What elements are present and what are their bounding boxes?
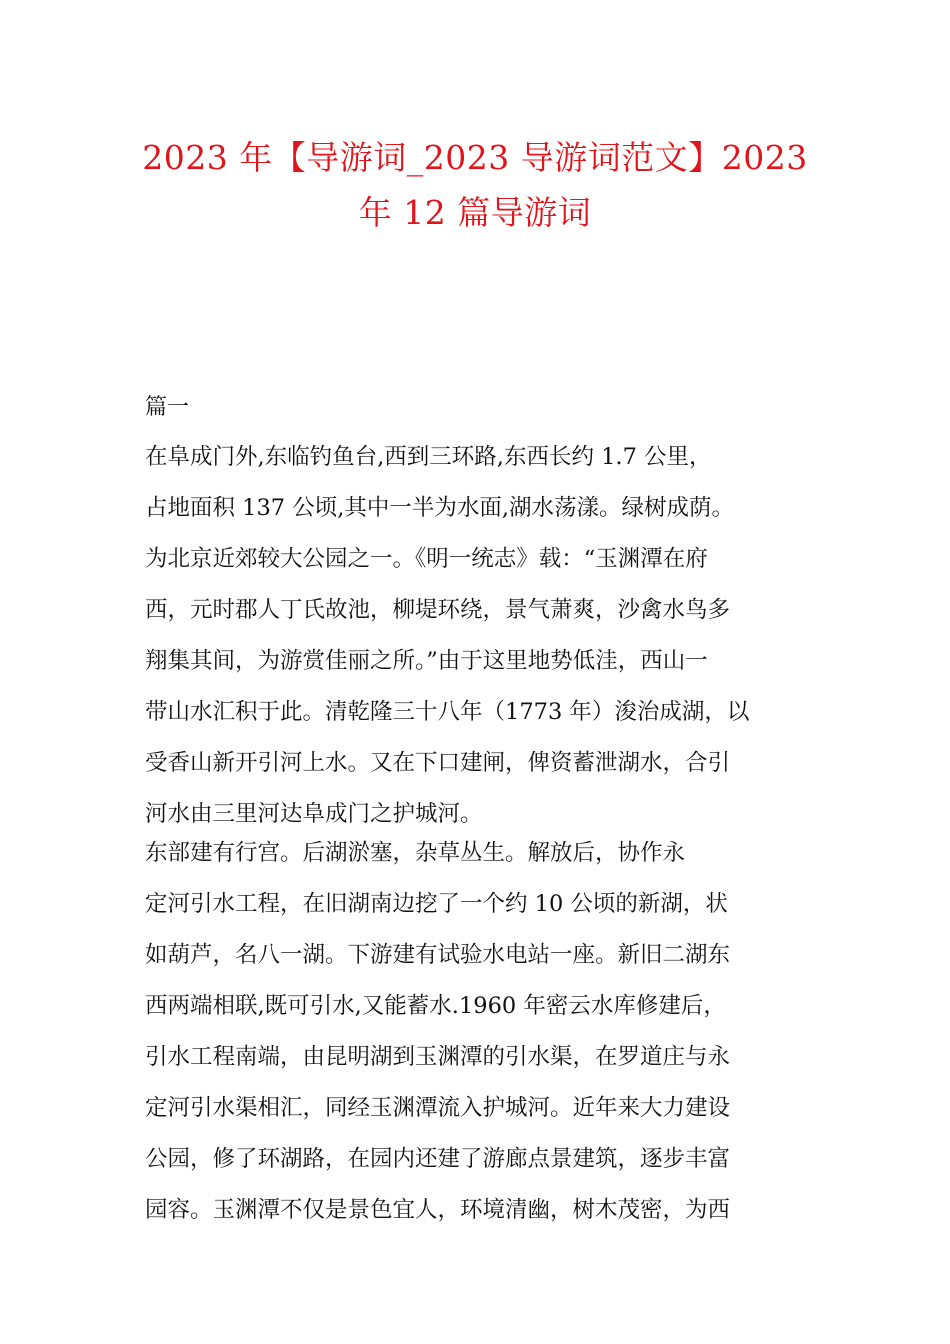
paragraph-line: 定河引水工程，在旧湖南边挖了一个约 10 公顷的新湖，状 xyxy=(145,891,728,917)
title-line-2: 年 12 篇导游词 xyxy=(358,193,592,232)
paragraph-line: 如葫芦，名八一湖。下游建有试验水电站一座。新旧二湖东 xyxy=(145,942,731,968)
paragraph-line: 公园，修了环湖路，在园内还建了游廊点景建筑，逐步丰富 xyxy=(145,1146,731,1172)
paragraph-line: 带山水汇积于此。清乾隆三十八年（1773 年）浚治成湖，以 xyxy=(145,699,750,725)
section-label: 篇一 xyxy=(145,395,190,420)
paragraph-line: 在阜成门外,东临钓鱼台,西到三环路,东西长约 1.7 公里， xyxy=(145,444,712,470)
paragraph-line: 西两端相联,既可引水,又能蓄水.1960 年密云水库修建后， xyxy=(145,993,726,1019)
title-line-1: 2023 年【导游词_2023 导游词范文】2023 xyxy=(142,138,808,177)
paragraph-line: 东部建有行宫。后湖淤塞，杂草丛生。解放后，协作永 xyxy=(145,840,686,866)
paragraph-line: 翔集其间，为游赏佳丽之所。”由于这里地势低洼，西山一 xyxy=(145,648,708,674)
paragraph-line: 占地面积 137 公顷,其中一半为水面,湖水荡漾。绿树成荫。 xyxy=(145,495,735,521)
paragraph-2 xyxy=(145,828,825,1236)
paragraph-line: 受香山新开引河上水。又在下口建闸，俾资蓄泄湖水，合引 xyxy=(145,750,731,776)
paragraph-1 xyxy=(145,432,825,840)
document-title xyxy=(120,130,830,240)
paragraph-line: 园容。玉渊潭不仅是景色宜人，环境清幽，树木茂密，为西 xyxy=(145,1197,731,1223)
paragraph-line: 河水由三里河达阜成门之护城河。 xyxy=(145,801,483,827)
paragraph-line: 西，元时郡人丁氏故池，柳堤环绕，景气萧爽，沙禽水鸟多 xyxy=(145,597,731,623)
paragraph-line: 为北京近郊较大公园之一。《明一统志》载：“玉渊潭在府 xyxy=(145,546,708,572)
paragraph-line: 引水工程南端，由昆明湖到玉渊潭的引水渠，在罗道庄与永 xyxy=(145,1044,731,1070)
paragraph-line: 定河引水渠相汇，同经玉渊潭流入护城河。近年来大力建设 xyxy=(145,1095,731,1121)
